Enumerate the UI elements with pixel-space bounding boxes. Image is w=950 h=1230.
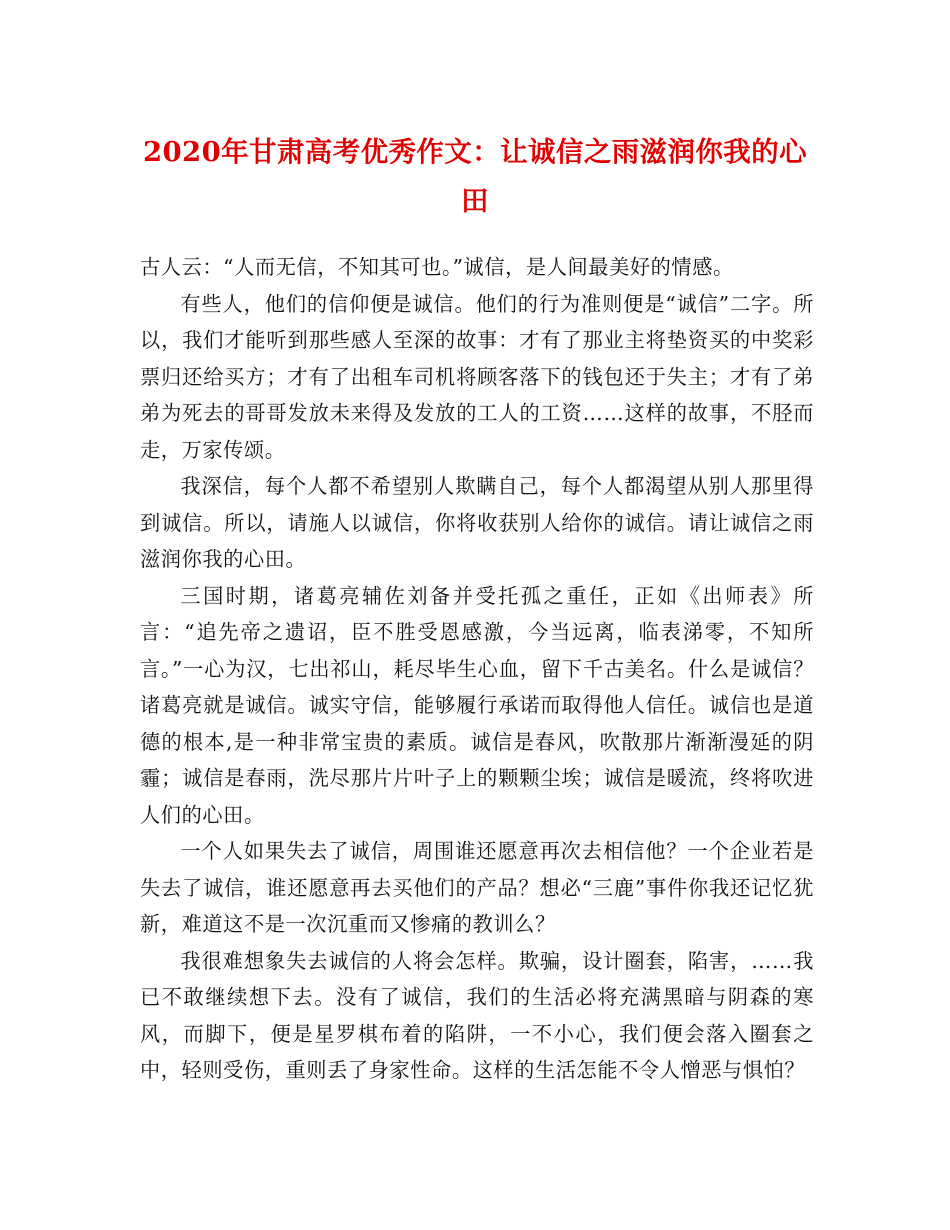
- paragraph-4: 三国时期，诸葛亮辅佐刘备并受托孤之重任，正如《出师表》所言：“追先帝之遗诏，臣不胜受恩感激，今当远离，临表涕零，不知所言。”一心为汉，七出祁山，耗尽毕生心血，留下千古美名。什么是诚信？诸葛亮就是诚信。诚实守信，能够履行承诺而取得他人信任。诚信也是道德的根本,是一种非常宝贵的素质。诚信是春风，吹散那片渐渐漫延的阴霾；诚信是春雨，洗尽那片片叶子上的颗颗尘埃；诚信是暖流，终将吹进人们的心田。: [140, 583, 814, 827]
- paragraph-2: 有些人，他们的信仰便是诚信。他们的行为准则便是“诚信”二字。所以，我们才能听到那些感人至深的故事：才有了那业主将垫资买的中奖彩票归还给买方；才有了出租车司机将顾客落下的钱包还于失主；才有了弟弟为死去的哥哥发放未来得及发放的工人的工资……这样的故事，不胫而走，万家传颂。: [140, 291, 814, 462]
- document-title: 2020年甘肃高考优秀作文：让诚信之雨滋润你我的心田: [142, 136, 808, 217]
- paragraph-3: 我深信，每个人都不希望别人欺瞒自己，每个人都渴望从别人那里得到诚信。所以，请施人以诚信，你将收获别人给你的诚信。请让诚信之雨滋润你我的心田。: [140, 474, 814, 571]
- paragraph-1: 古人云：“人而无信，不知其可也。”诚信，是人间最美好的情感。: [140, 255, 734, 279]
- paragraph-6: 我很难想象失去诚信的人将会怎样。欺骗，设计圈套，陷害，……我已不敢继续想下去。没有了诚信，我们的生活必将充满黑暗与阴森的寒风，而脚下，便是星罗棋布着的陷阱，一不小心，我们便会落入圈套之中，轻则受伤，重则丢了身家性命。这样的生活怎能不令人憎恶与惧怕？: [140, 948, 814, 1082]
- essay-body: [140, 249, 814, 1089]
- paragraph-5: 一个人如果失去了诚信，周围谁还愿意再次去相信他？一个企业若是失去了诚信，谁还愿意再去买他们的产品？想必“三鹿”事件你我还记忆犹新，难道这不是一次沉重而又惨痛的教训么？: [140, 839, 814, 936]
